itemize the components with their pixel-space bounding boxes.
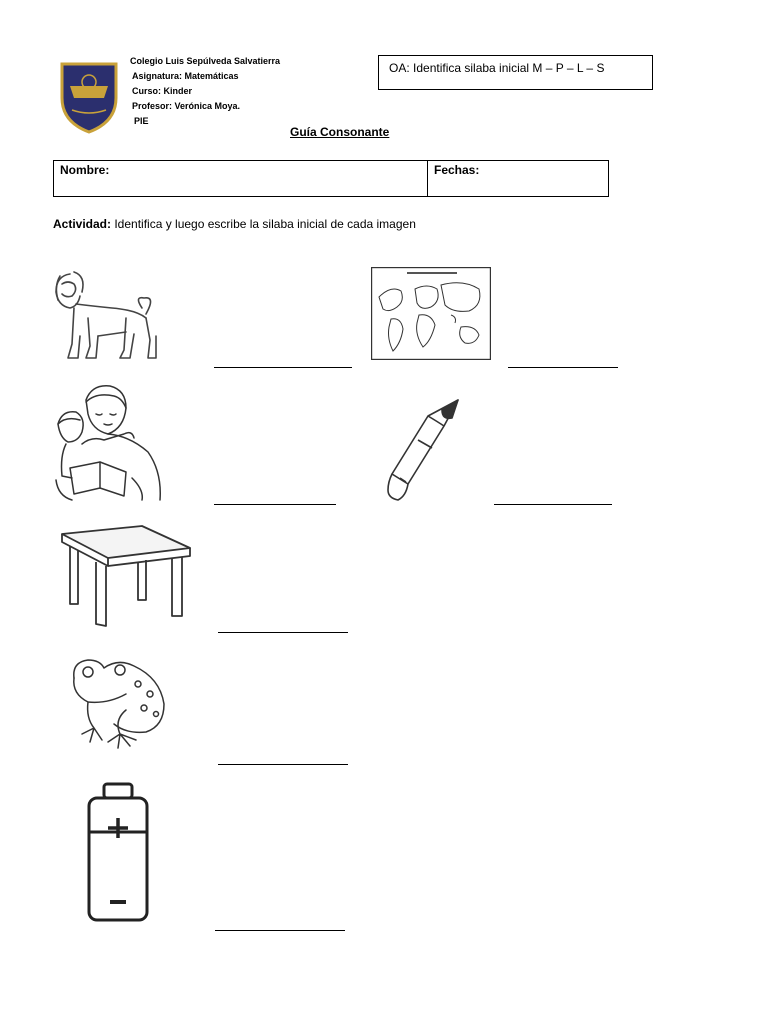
school-info	[130, 54, 370, 129]
date-field[interactable]	[428, 161, 608, 196]
world-map-icon	[371, 267, 491, 360]
answer-line-7[interactable]	[215, 930, 345, 931]
activity-label: Actividad:	[53, 217, 112, 231]
subject-line: Asignatura: Matemáticas	[132, 71, 239, 81]
activity-instruction	[53, 217, 416, 231]
objective-box	[378, 55, 653, 90]
name-field[interactable]	[54, 161, 428, 196]
name-date-table	[53, 160, 609, 197]
pencil-icon	[386, 396, 462, 504]
objective-text: OA: Identifica silaba inicial M – P – L – S	[389, 61, 605, 75]
name-label: Nombre:	[60, 163, 110, 177]
answer-line-4[interactable]	[494, 504, 612, 505]
answer-line-1[interactable]	[214, 367, 352, 368]
lion-icon	[52, 266, 160, 364]
pie-line: PIE	[134, 116, 149, 126]
school-name: Colegio Luis Sepúlveda Salvatierra	[130, 56, 281, 66]
answer-line-6[interactable]	[218, 764, 348, 765]
answer-line-2[interactable]	[508, 367, 618, 368]
battery-icon	[86, 782, 150, 924]
activity-text: Identifica y luego escribe la silaba inicial de cada imagen	[111, 217, 416, 231]
teacher-line: Profesor: Verónica Moya.	[132, 101, 241, 111]
father-and-child-icon	[52, 380, 164, 504]
table-icon	[58, 524, 194, 630]
answer-line-3[interactable]	[214, 504, 336, 505]
page-title: Guía Consonante	[290, 125, 390, 139]
frog-icon	[64, 654, 170, 754]
date-label: Fechas:	[434, 163, 480, 177]
answer-line-5[interactable]	[218, 632, 348, 633]
course-line: Curso: Kinder	[132, 86, 193, 96]
school-crest	[58, 58, 120, 134]
